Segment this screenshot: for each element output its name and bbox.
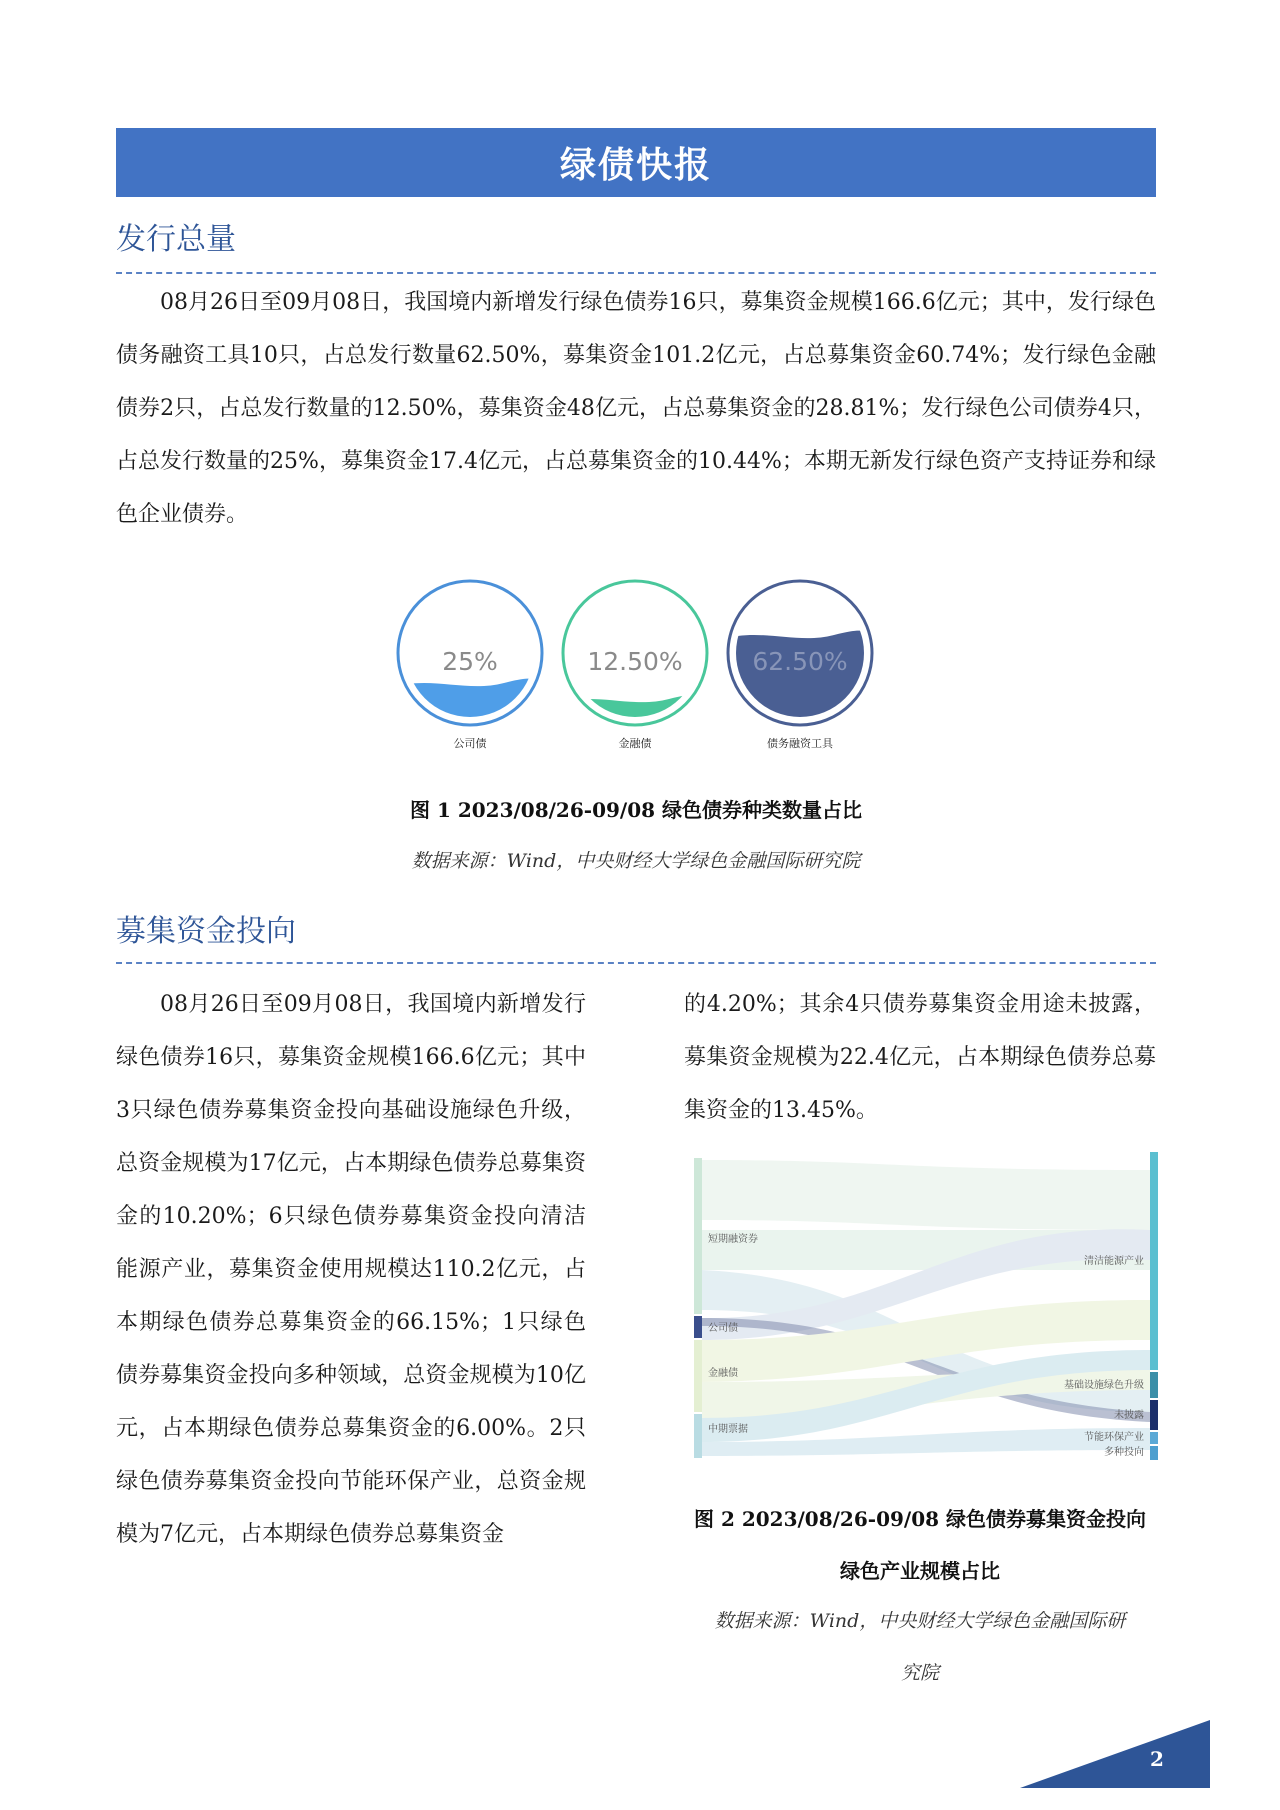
node-label: 多种投向 bbox=[1104, 1447, 1144, 1458]
corner-shape bbox=[1020, 1720, 1210, 1788]
figure1-caption: 图 1 2023/08/26-09/08 绿色债券种类数量占比 bbox=[409, 798, 862, 822]
report-banner bbox=[116, 128, 1156, 197]
node-label: 金融债 bbox=[708, 1368, 738, 1379]
node-undisclosed bbox=[1150, 1400, 1158, 1430]
figure2-caption-line2: 绿色产业规模占比 bbox=[840, 1559, 1000, 1583]
gauge-debt-financing-instrument bbox=[728, 581, 872, 750]
banner-title: 绿债快报 bbox=[559, 145, 712, 186]
node-label: 未披露 bbox=[1114, 1410, 1144, 1421]
figure1-gauges bbox=[380, 575, 900, 765]
gauge-label: 金融债 bbox=[618, 737, 652, 750]
node-short-term-bill bbox=[694, 1158, 702, 1314]
node-label: 中期票据 bbox=[708, 1424, 748, 1435]
node-label: 短期融资券 bbox=[708, 1234, 758, 1245]
fund-use-paragraph-left: 08月26日至09月08日，我国境内新增发行绿色债券16只，募集资金规模166.6亿元；其中3只绿色债券募集资金投向基础设施绿色升级，总资金规模为17亿元，占本期绿色债券总募集资金的10.20%；6只绿色债券募集资金投向清洁能源产业，募集资金使用规模达110.2亿元，占本期绿色债券总募集资金的66.15%；1只绿色债券募集资金投向多种领域，总资金规模为10亿元，占本期绿色债券总募集资金的6.00%。2只绿色债券募集资金投向节能环保产业，总资金规模为7亿元，占本期绿色债券总募集资金 bbox=[116, 992, 586, 1547]
flow bbox=[702, 1160, 1150, 1230]
node-energy-saving bbox=[1150, 1432, 1158, 1444]
fund-use-paragraph-right: 的4.20%；其余4只债券募集资金用途未披露，募集资金规模为22.4亿元，占本期绿色债券总募集资金的13.45%。 bbox=[684, 992, 1156, 1123]
gauge-value: 25% bbox=[442, 647, 498, 676]
node-clean-energy bbox=[1150, 1152, 1158, 1370]
figure1-source: 数据来源：Wind，中央财经大学绿色金融国际研究院 bbox=[411, 850, 861, 872]
node-label: 基础设施绿色升级 bbox=[1064, 1380, 1144, 1391]
node-corporate-bond bbox=[694, 1316, 702, 1338]
gauge-liquid bbox=[402, 679, 538, 721]
figure2-caption-line1: 图 2 2023/08/26-09/08 绿色债券募集资金投向 bbox=[693, 1507, 1146, 1531]
node-label: 清洁能源产业 bbox=[1084, 1256, 1144, 1267]
gauge-label: 债务融资工具 bbox=[767, 737, 833, 750]
node-financial-bond bbox=[694, 1340, 702, 1412]
node-medium-term-note bbox=[694, 1414, 702, 1458]
node-label: 节能环保产业 bbox=[1084, 1432, 1144, 1443]
gauge-value: 62.50% bbox=[752, 647, 848, 676]
section-title-issuance: 发行总量 bbox=[116, 222, 236, 257]
node-infrastructure bbox=[1150, 1372, 1158, 1398]
gauge-value: 12.50% bbox=[587, 647, 683, 676]
gauge-label: 公司债 bbox=[453, 737, 487, 750]
sankey-flows bbox=[702, 1160, 1150, 1456]
gauge-corporate-bond bbox=[398, 581, 542, 750]
issuance-paragraph: 08月26日至09月08日，我国境内新增发行绿色债券16只，募集资金规模166.6亿元；其中，发行绿色债务融资工具10只，占总发行数量62.50%，募集资金101.2亿元，占总募集资金60.74%；发行绿色金融债券2只，占总发行数量的12.50%，募集资金48亿元，占总募集资金的28.81%；发行绿色公司债券4只，占总发行数量的25%，募集资金17.4亿元，占总募集资金的10.44%；本期无新发行绿色资产支持证券和绿色企业债券。 bbox=[116, 290, 1156, 527]
figure2-sankey bbox=[690, 1150, 1170, 1470]
page-number: 2 bbox=[1150, 1747, 1164, 1771]
page-corner-triangle bbox=[1020, 1720, 1210, 1790]
figure2-source-line1: 数据来源：Wind，中央财经大学绿色金融国际研 bbox=[714, 1610, 1126, 1632]
node-multiple bbox=[1150, 1446, 1158, 1460]
node-label: 公司债 bbox=[708, 1323, 738, 1334]
section-divider bbox=[116, 962, 1156, 964]
section-divider bbox=[116, 272, 1156, 274]
figure2-source-line2: 究院 bbox=[900, 1662, 939, 1684]
gauge-financial-bond bbox=[563, 581, 707, 750]
section-title-fund-use: 募集资金投向 bbox=[116, 914, 296, 949]
